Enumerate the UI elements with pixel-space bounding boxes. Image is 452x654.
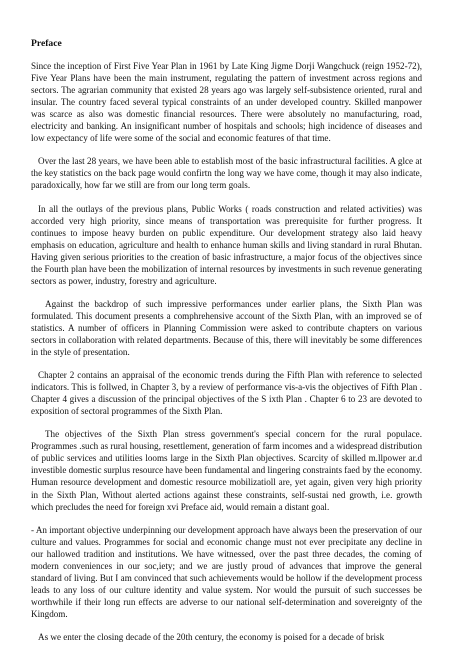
paragraph-2: Over the last 28 years, we have been able to establish most of the basic infrastructural facilities. A glce at the key statistics on the back page would confirtn the long way we have come, though it may also indicate, paradoxically, how far we still are from our long term goals. [31,156,422,191]
paragraph-1: Since the inception of First Five Year Plan in 1961 by Late King Jigme Dorji Wangchuck (reign 1952-72), Five Year Plans have been the main instrument, regulating the pattern of investment across regions and sectors. The agrarian community that existed 28 years ago was largely self-subsistence oriented, rural and insular. The country faced several typical constraints of an under developed country. Skilled manpower was scarce as also was domestic financial resources. There were absolutely no manufacturing, road, electricity and banking. An insignificant number of hospitals and schools; high incidence of diseases and low expectancy of life were some of the social and economic features of that time. [31,61,422,144]
paragraph-7: - An important objective underpinning our development approach have always been the preservation of our culture and values. Programmes for social and economic change must not ever precipitate any decline in our hallowed tradition and institutions. We have witnessed, over the past three decades, the coming of modern conveniences in our soc,iety; and we are justly proud of advances that improve the general standard of living. But I am convinced that such achievements would be hollow if the development process leads to any loss of our culture identity and value system. Nor would the pursuit of such successes be worthwhile if their long run effects are adverse to our national self-determination and sovereignty of the Kingdom. [31,524,422,619]
paragraph-4: Against the backdrop of such impressive performances under earlier plans, the Sixth Plan was formulated. This document presents a comphrehensive account of the Sixth Plan, with an improved se of statistics. A number of officers in Planning Commission were asked to contribute chapters on various sectors in collaboration with related departments. Because of this, there will inevitably be some differences in the style of presentation. [31,298,422,358]
page-heading: Preface [31,38,62,49]
paragraph-6: The objectives of the Sixth Plan stress government's special concern for the rural populace. Programmes .such as rural housing, resettlement, generation of farm incomes and a widespread distribution of public services and utilities looms large in the Sixth Plan objectives. Scarcity of skilled m.llpower ar.d investible domestic surplus resource have been fundamental and lingering constraints faed by the economy. Human resource development and domestic resource mobilizatioll are, yet again, given very high priority in the Sixth Plan, Without alerted actions against these constraints, self-sustai ned growth, i.e. growth which precludes the need for foreign xvi Preface aid, would remain a distant goal. [31,429,422,512]
paragraph-5: Chapter 2 contains an appraisal of the economic trends during the Fifth Plan with reference to selected indicators. This is follwed, in Chapter 3, by a review of performance vis-a-vis the objectives of Fifth Plan . Chapter 4 gives a discussion of the principal objectives of the S ixth Plan . Chapter 6 to 23 are devoted to exposition of sectoral programmes of the Sixth Plan. [31,370,422,417]
paragraph-3: In all the outlays of the previous plans, Public Works ( roads construction and related activities) was accorded very high priority, since means of transportation was prerequisite for further progress. It continues to impose heavy burden on public expenditure. Our development strategy also laid heavy emphasis on education, agriculture and health to enhance human skills and living standard in rural Bhutan. Having given serious priorities to the creation of basic infrastructure, a major focus of the objectives since the Fourth plan have been the mobilization of internal resources by investments in such revenue generating sectors as power, industry, forestry and agriculture. [31,203,422,286]
paragraph-8: As we enter the closing decade of the 20th century, the economy is poised for a decade of brisk [38,631,385,642]
document-page [31,38,422,654]
